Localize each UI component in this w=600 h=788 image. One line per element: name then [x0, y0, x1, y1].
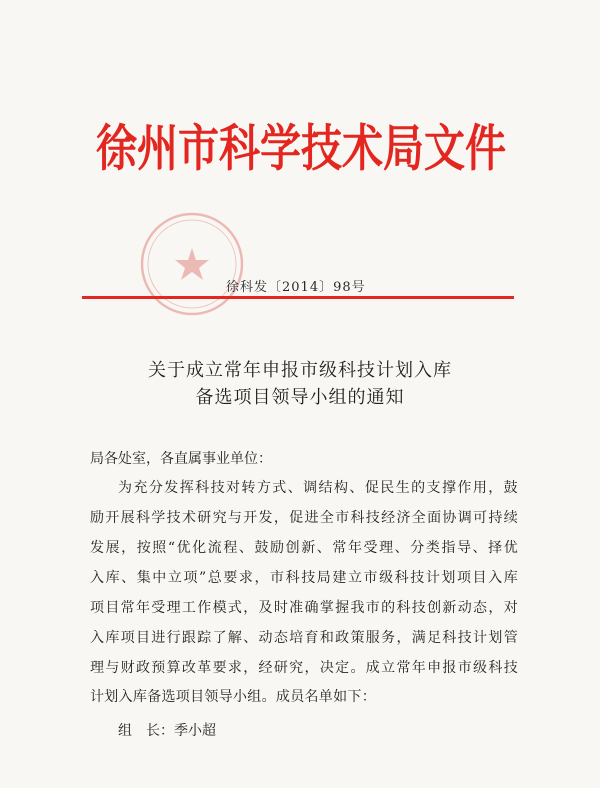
group-leader-line: 组 长：季小超	[118, 723, 216, 739]
body-paragraph-line: 为充分发挥科技对转方式、调结构、促民生的支撑作用，鼓	[118, 480, 518, 496]
notice-title-line-1: 关于成立常年申报市级科技计划入库	[148, 360, 452, 381]
body-paragraph-line: 发展，按照“优化流程、鼓励创新、常年受理、分类指导、择优	[90, 540, 518, 556]
body-paragraph-line: 励开展科学技术研究与开发，促进全市科技经济全面协调可持续	[90, 510, 518, 526]
body-paragraph-line: 项目常年受理工作模式，及时准确掌握我市的科技创新动态，对	[90, 600, 518, 616]
body-paragraph-line: 理与财政预算改革要求，经研究，决定。成立常年申报市级科技	[90, 660, 518, 676]
salutation: 局各处室，各直属事业单位：	[90, 451, 272, 467]
document-header-title: 徐州市科学技术局文件	[96, 119, 506, 178]
red-divider-line	[82, 296, 514, 299]
body-paragraph-line: 计划入库备选项目领导小组。成员名单如下：	[90, 689, 376, 705]
body-paragraph-line: 入库项目进行跟踪了解、动态培育和政策服务，满足科技计划管	[90, 630, 518, 646]
document-number: 徐科发〔2014〕98号	[226, 280, 366, 295]
notice-title-line-2: 备选项目领导小组的通知	[195, 387, 405, 408]
body-paragraph-line: 入库、集中立项”总要求，市科技局建立市级科技计划项目入库	[90, 570, 518, 586]
official-seal-icon	[138, 210, 246, 318]
